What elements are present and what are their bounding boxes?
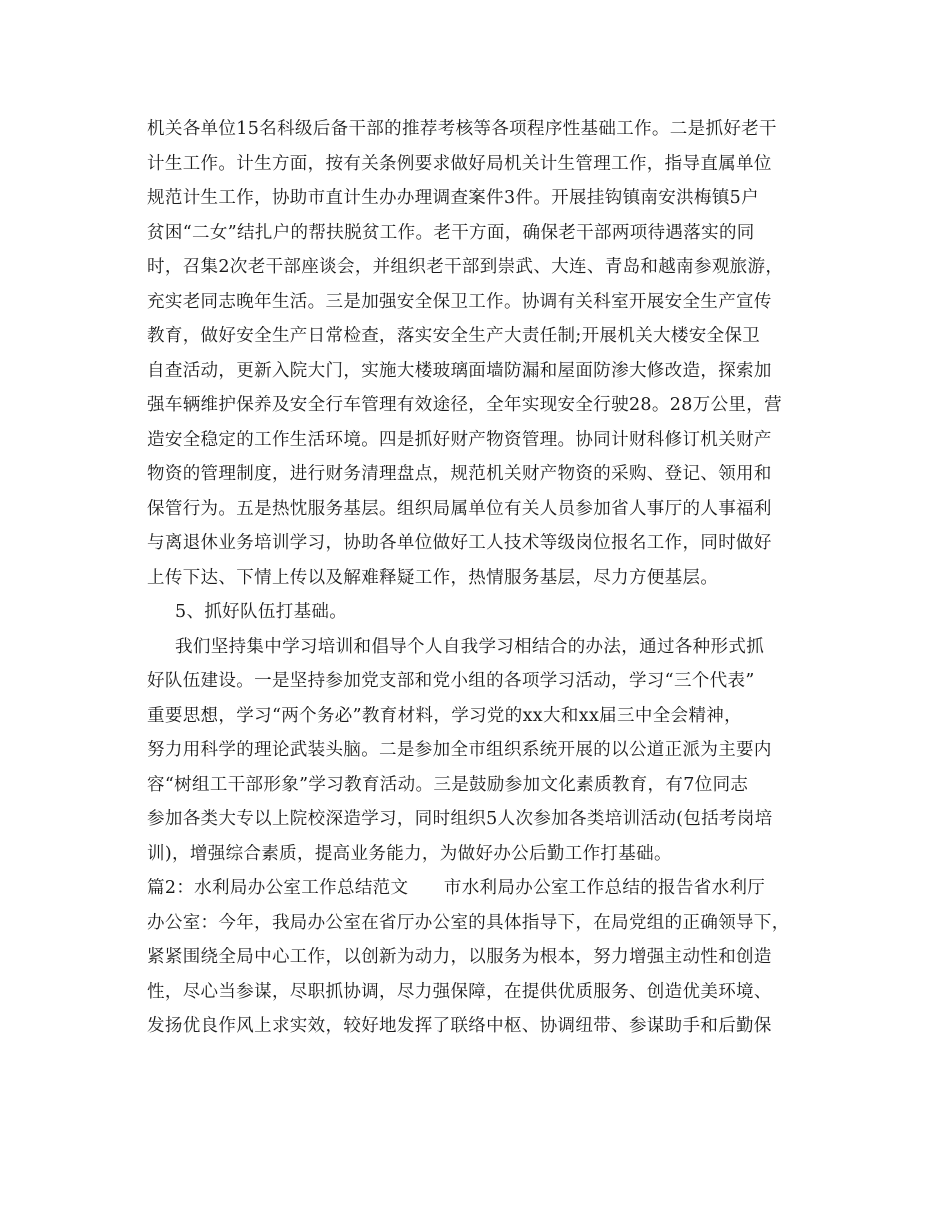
text-line: 紧紧围绕全局中心工作，以创新为动力，以服务为根本，努力增强主动性和创造 xyxy=(147,947,772,967)
text-line: 容“树组工干部形象”学习教育活动。三是鼓励参加文化素质教育，有7位同志 xyxy=(147,774,749,795)
text-line: 充实老同志晚年生活。三是加强安全保卫工作。协调有关科室开展安全生产宣传 xyxy=(147,291,772,312)
text-line: 参加各类大专以上院校深造学习，同时组织5人次参加各类培训活动(包括考岗培 xyxy=(147,809,773,829)
text-line: 重要思想，学习“两个务必”教育材料，学习党的xx大和xx届三中全会精神， xyxy=(147,705,742,726)
text-line: 发扬优良作风上求实效，较好地发挥了联络中枢、协调纽带、参谋助手和后勤保 xyxy=(147,1016,772,1036)
text-line: 与离退休业务培训学习，协助各单位做好工人技术等级岗位报名工作，同时做好 xyxy=(147,533,772,553)
text-line: 机关各单位15名科级后备干部的推荐考核等各项程序性基础工作。二是抓好老干 xyxy=(147,119,777,139)
text-line: 教育，做好安全生产日常检查，落实安全生产大责任制;开展机关大楼安全保卫 xyxy=(147,326,761,346)
text-line: 办公室：今年，我局办公室在省厅办公室的具体指导下，在局党组的正确领导下， xyxy=(147,912,790,933)
text-line: 训)，增强综合素质，提高业务能力，为做好办公后勤工作打基础。 xyxy=(147,843,672,864)
text-line: 我们坚持集中学习培训和倡导个人自我学习相结合的办法，通过各种形式抓 xyxy=(175,636,765,657)
text-line: 造安全稳定的工作生活环境。四是抓好财产物资管理。协同计财科修订机关财产 xyxy=(147,429,772,450)
document-body xyxy=(147,112,807,1044)
text-line: 时，召集2次老干部座谈会，并组织老干部到崇武、大连、青岛和越南参观旅游， xyxy=(147,257,784,277)
text-line: 好队伍建设。一是坚持参加党支部和党小组的各项学习活动，学习“三个代表” xyxy=(147,671,755,691)
text-line: 物资的管理制度，进行财务清理盘点，规范机关财产物资的采购、登记、领用和 xyxy=(147,464,772,484)
text-line: 贫困“二女”结扎户的帮扶脱贫工作。老干方面，确保老干部两项待遇落实的同 xyxy=(147,222,755,243)
text-line: 努力用科学的理论武装头脑。二是参加全市组织系统开展的以公道正派为主要内 xyxy=(147,740,772,760)
section-heading: 5、抓好队伍打基础。 xyxy=(175,602,348,622)
text-line: 强车辆维护保养及安全行车管理有效途径，全年实现安全行驶28。28万公里，营 xyxy=(147,395,782,415)
text-line: 上传下达、下情上传以及解难释疑工作，热情服务基层，尽力方便基层。 xyxy=(147,567,719,588)
text-line: 自查活动，更新入院大门，实施大楼玻璃面墙防漏和屋面防渗大修改造，探索加 xyxy=(147,360,772,381)
text-line: 计生工作。计生方面，按有关条例要求做好局机关计生管理工作，指导直属单位 xyxy=(147,153,772,174)
text-line: 保管行为。五是热忱服务基层。组织局属单位有关人员参加省人事厅的人事福利 xyxy=(147,498,772,519)
text-line: 性，尽心当参谋，尽职抓协调，尽力强保障，在提供优质服务、创造优美环境、 xyxy=(147,981,772,1002)
article-title-line: 篇2：水利局办公室工作总结范文 市水利局办公室工作总结的报告省水利厅 xyxy=(147,878,766,898)
text-line: 规范计生工作，协助市直计生办办理调查案件3件。开展挂钩镇南安洪梅镇5户 xyxy=(147,188,760,208)
